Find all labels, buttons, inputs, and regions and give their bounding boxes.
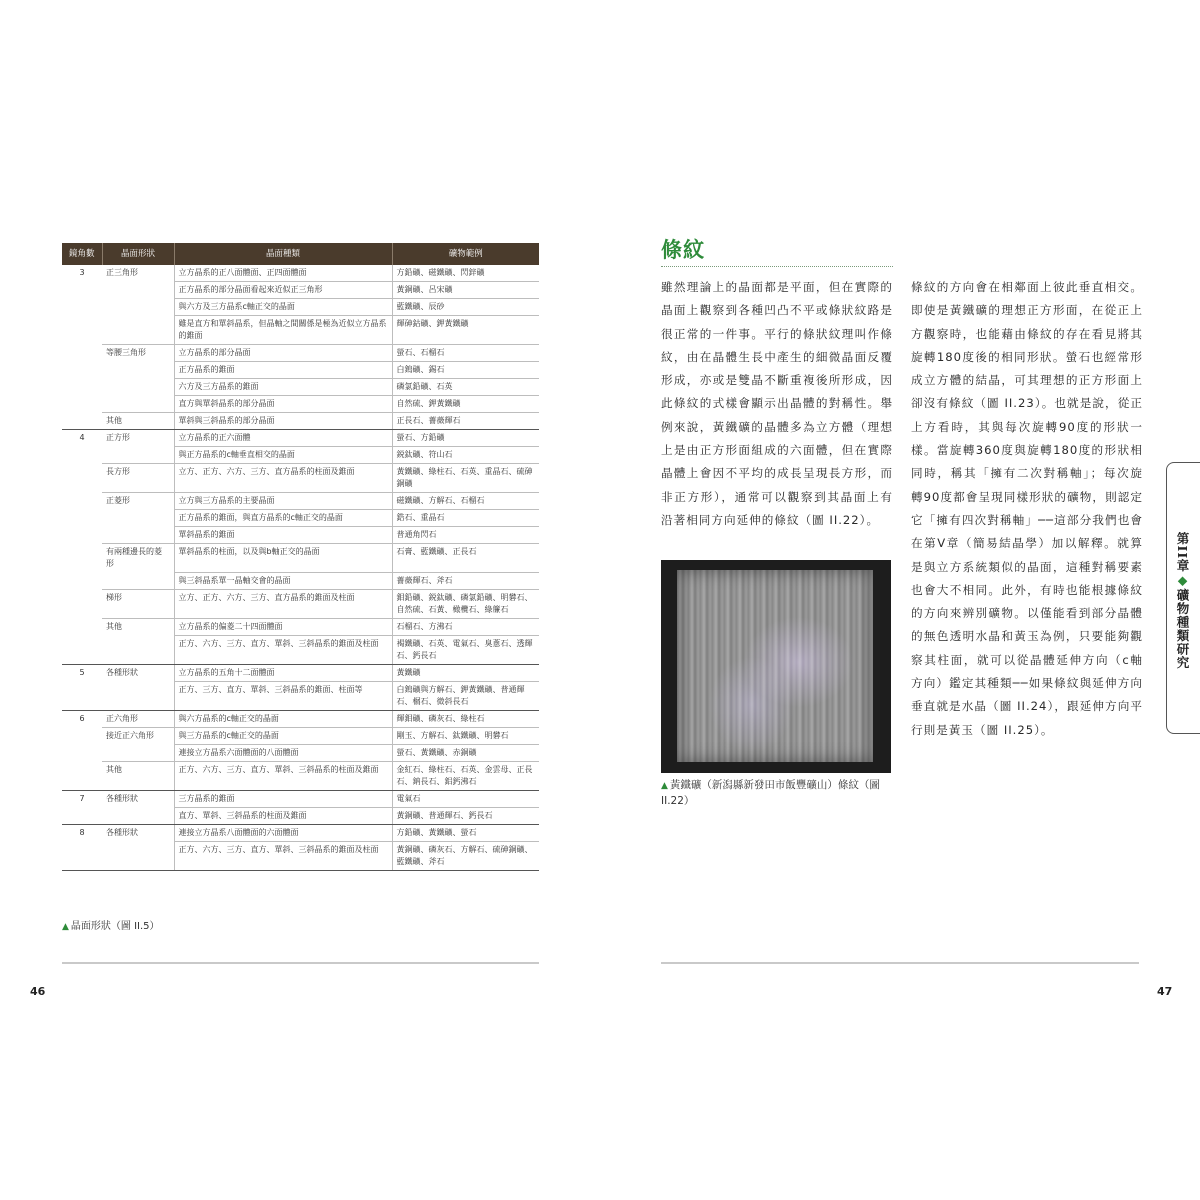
cell-axis xyxy=(62,493,102,510)
cell-mineral: 剛玉、方解石、鈦鐵礦、明礬石 xyxy=(392,727,539,744)
cell-axis xyxy=(62,618,102,635)
table-row xyxy=(62,413,539,430)
table-row xyxy=(62,635,539,664)
cell-mineral: 輝鉬礦、磷灰石、綠柱石 xyxy=(392,710,539,727)
cell-mineral: 藍鐵礦、辰砂 xyxy=(392,299,539,316)
table-row xyxy=(62,430,539,447)
cell-mineral: 黃鐵礦、綠柱石、石英、重晶石、硫砷銅礦 xyxy=(392,464,539,493)
cell-shape xyxy=(102,841,174,870)
table-row xyxy=(62,464,539,493)
cell-shape: 梯形 xyxy=(102,589,174,618)
cell-mineral: 磷氯鉛礦、石英 xyxy=(392,379,539,396)
photo-caption xyxy=(661,778,893,809)
body-paragraph-left: 雖然理論上的晶面都是平面，但在實際的晶面上觀察到各種凹凸不平或條狀紋路是很正常的一件事。平行的條狀紋理叫作條紋，由在晶體生長中產生的細微晶面反覆形成，亦或是雙晶不斷重複後所形成，因此條紋的式樣會顯示出晶體的對稱性。舉例來說，黃鐵礦的晶體多為立方體（理想上是由正方形面組成的六面體，但在實際晶體上會因不平均的成長呈現長方形，而非正方形），通常可以觀察到其晶面上有沿著相同方向延伸的條紋（圖 II.22）。 xyxy=(661,280,893,527)
cell-form: 立方晶系的五角十二面體面 xyxy=(174,664,392,681)
cell-axis xyxy=(62,681,102,710)
cell-axis xyxy=(62,510,102,527)
table-row xyxy=(62,761,539,790)
table-row xyxy=(62,744,539,761)
cell-form: 直方與單斜晶系的部分晶面 xyxy=(174,396,392,413)
cell-form: 直方、單斜、三斜晶系的柱面及錐面 xyxy=(174,807,392,824)
cell-form: 正方晶系的錐面，與直方晶系的c軸正交的晶面 xyxy=(174,510,392,527)
cell-form: 與正方晶系的c軸垂直相交的晶面 xyxy=(174,447,392,464)
cell-mineral: 正長石、薔薇輝石 xyxy=(392,413,539,430)
cell-mineral: 黃銅礦、磷灰石、方解石、硫砷銅礦、藍鐵礦、斧石 xyxy=(392,841,539,870)
table-row xyxy=(62,510,539,527)
cell-shape xyxy=(102,447,174,464)
cell-axis xyxy=(62,727,102,744)
table-row xyxy=(62,664,539,681)
cell-axis xyxy=(62,379,102,396)
table-row xyxy=(62,681,539,710)
cell-shape xyxy=(102,635,174,664)
cell-axis xyxy=(62,396,102,413)
cell-mineral: 薔薇輝石、斧石 xyxy=(392,572,539,589)
cell-shape xyxy=(102,807,174,824)
cell-shape xyxy=(102,396,174,413)
cell-mineral: 輝砷鈷礦、鉀黃鐵礦 xyxy=(392,316,539,345)
cell-axis xyxy=(62,447,102,464)
table-row xyxy=(62,544,539,573)
cell-form: 單斜晶系的柱面，以及與b軸正交的晶面 xyxy=(174,544,392,573)
cell-mineral: 方鉛礦、磁鐵礦、閃鋅礦 xyxy=(392,265,539,282)
cell-form: 立方晶系的正六面體 xyxy=(174,430,392,447)
cell-axis xyxy=(62,761,102,790)
cell-axis: 4 xyxy=(79,433,85,442)
chapter-title: 礦物種類研究 xyxy=(1175,588,1190,670)
heading-underline xyxy=(661,266,893,267)
cell-mineral: 黃鐵礦 xyxy=(392,664,539,681)
header-shape: 晶面形狀 xyxy=(102,243,174,265)
cell-form: 立方晶系的偏菱二十四面體面 xyxy=(174,618,392,635)
cell-shape: 長方形 xyxy=(102,464,174,493)
page-number-left: 46 xyxy=(30,985,46,998)
cell-shape xyxy=(102,527,174,544)
crystal-face-table xyxy=(62,243,539,871)
table-header-row xyxy=(62,243,539,265)
footer-rule-right xyxy=(661,962,1139,964)
cell-form: 單斜晶系的錐面 xyxy=(174,527,392,544)
cell-form: 與六方及三方晶系c軸正交的晶面 xyxy=(174,299,392,316)
header-form: 晶面種類 xyxy=(174,243,392,265)
cell-axis xyxy=(62,841,102,870)
cell-mineral: 白鎢礦、錫石 xyxy=(392,362,539,379)
cell-shape: 正菱形 xyxy=(106,496,130,505)
cell-form: 正方、六方、三方、直方、單斜、三斜晶系的錐面及柱面 xyxy=(174,635,392,664)
cell-axis xyxy=(62,464,102,493)
cell-shape: 其他 xyxy=(102,413,174,430)
cell-form: 雖是直方和單斜晶系，但晶軸之間關係是極為近似立方晶系的錐面 xyxy=(174,316,392,345)
cell-form: 三方晶系的錐面 xyxy=(174,790,392,807)
cell-mineral: 石膏、藍鐵礦、正長石 xyxy=(392,544,539,573)
cell-form: 與六方晶系的c軸正交的晶面 xyxy=(174,710,392,727)
triangle-icon: ▲ xyxy=(661,781,668,791)
cell-form: 連接立方晶系六面體面的八面體面 xyxy=(174,744,392,761)
diamond-icon: ◆ xyxy=(1175,572,1190,589)
cell-mineral: 自然硫、鉀黃鐵礦 xyxy=(392,396,539,413)
cell-shape: 各種形狀 xyxy=(106,827,138,837)
table-row xyxy=(62,841,539,870)
cell-axis: 7 xyxy=(79,793,85,803)
cell-mineral: 黃銅礦、普通輝石、鈣長石 xyxy=(392,807,539,824)
table-row xyxy=(62,362,539,379)
cell-mineral: 普通角閃石 xyxy=(392,527,539,544)
cell-form: 正方晶系的錐面 xyxy=(174,362,392,379)
cell-mineral: 金紅石、綠柱石、石英、金雲母、正長石、鈉長石、鋁鈣沸石 xyxy=(392,761,539,790)
body-paragraph-right: 條紋的方向會在相鄰面上彼此垂直相交。即使是黃鐵礦的理想正方形面，在從正上方觀察時，也能藉由條紋的存在看見將其旋轉180度後的相同形狀。螢石也經常形成立方體的結晶，可其理想的正方形面上卻沒有條紋（圖 II.23）。也就是說，從正上方看時，其與每次旋轉90度的形狀一樣。當旋轉360度與旋轉180度的形狀相同時，稱其「擁有二次對稱軸」；每次旋轉90度都會呈現同樣形狀的礦物，則認定它「擁有四次對稱軸」──這部分我們也會在第V章（簡易結晶學）加以解釋。就算是與立方系統類似的晶面，這種對稱要素也會大不相同。此外，有時也能根據條紋的方向來辨別礦物。以僅能看到部分晶體的無色透明水晶和黃玉為例，只要能夠觀察其柱面，就可以從晶體延伸方向（c軸方向）鑑定其種類──如果條紋與延伸方向垂直就是水晶（圖 II.24），跟延伸方向平行則是黃玉（圖 II.25）。 xyxy=(911,280,1143,737)
cell-form: 正方、六方、三方、直方、單斜、三斜晶系的錐面及柱面 xyxy=(174,841,392,870)
cell-shape: 正三角形 xyxy=(106,268,138,277)
header-mineral: 礦物範例 xyxy=(392,243,539,265)
table-row xyxy=(62,379,539,396)
cell-form: 立方晶系的部分晶面 xyxy=(174,345,392,362)
table-row xyxy=(62,493,539,510)
cell-mineral: 黃銅礦、呂宋礦 xyxy=(392,282,539,299)
cell-shape: 其他 xyxy=(102,761,174,790)
cell-axis xyxy=(62,544,102,573)
photo-caption-text: 黃鐵礦（新潟縣新發田市飯豐礦山）條紋（圖 II.22） xyxy=(661,779,880,807)
cell-form: 正方、三方、直方、單斜、三斜晶系的錐面、柱面等 xyxy=(174,681,392,710)
cell-axis xyxy=(62,744,102,761)
cell-axis xyxy=(62,527,102,544)
table-row xyxy=(62,824,539,841)
cell-axis xyxy=(62,413,102,430)
cell-form: 與三方晶系的c軸正交的晶面 xyxy=(174,727,392,744)
table-row xyxy=(62,265,539,282)
cell-form: 與三斜晶系單一晶軸交會的晶面 xyxy=(174,572,392,589)
cell-shape xyxy=(102,282,174,299)
cell-mineral: 磁鐵礦、方解石、石榴石 xyxy=(392,493,539,510)
pyrite-crystal-image xyxy=(677,570,873,762)
table-row xyxy=(62,618,539,635)
table-row xyxy=(62,447,539,464)
cell-axis: 8 xyxy=(79,827,85,837)
cell-shape xyxy=(102,362,174,379)
cell-form: 立方晶系的正八面體面、正四面體面 xyxy=(174,265,392,282)
cell-mineral: 電氣石 xyxy=(392,790,539,807)
cell-shape: 各種形狀 xyxy=(106,667,138,677)
cell-axis: 3 xyxy=(79,268,85,277)
cell-shape: 等腰三角形 xyxy=(106,348,146,357)
cell-form: 正方晶系的部分晶面看起來近似正三角形 xyxy=(174,282,392,299)
cell-shape xyxy=(102,510,174,527)
cell-shape xyxy=(102,681,174,710)
section-heading: 條紋 xyxy=(661,238,705,262)
table-row xyxy=(62,589,539,618)
triangle-icon: ▲ xyxy=(62,922,69,932)
cell-shape xyxy=(102,744,174,761)
cell-mineral: 螢石、石榴石 xyxy=(392,345,539,362)
cell-axis xyxy=(62,299,102,316)
cell-form: 立方與三方晶系的主要晶面 xyxy=(174,493,392,510)
page-number-right: 47 xyxy=(1157,985,1173,998)
cell-axis xyxy=(62,316,102,345)
cell-axis xyxy=(62,362,102,379)
table-caption-text: 晶面形狀（圖 II.5） xyxy=(70,921,160,932)
header-axis: 鏡角數 xyxy=(62,243,102,265)
cell-form: 六方及三方晶系的錐面 xyxy=(174,379,392,396)
cell-axis xyxy=(62,807,102,824)
cell-mineral: 螢石、黃鐵礦、赤銅礦 xyxy=(392,744,539,761)
cell-mineral: 褐鐵礦、石英、電氣石、臭蔥石、透輝石、鈣長石 xyxy=(392,635,539,664)
cell-shape: 各種形狀 xyxy=(106,793,138,803)
cell-mineral: 方鉛礦、黃鐵礦、螢石 xyxy=(392,824,539,841)
table-row xyxy=(62,807,539,824)
cell-form: 單斜與三斜晶系的部分晶面 xyxy=(174,413,392,430)
cell-axis: 6 xyxy=(79,713,85,723)
cell-mineral: 鋯石、重晶石 xyxy=(392,510,539,527)
table-row xyxy=(62,727,539,744)
cell-shape xyxy=(102,316,174,345)
cell-form: 正方、六方、三方、直方、單斜、三斜晶系的柱面及錐面 xyxy=(174,761,392,790)
cell-mineral: 鋭鈦礦、符山石 xyxy=(392,447,539,464)
cell-axis: 5 xyxy=(79,667,85,677)
cell-mineral: 石榴石、方沸石 xyxy=(392,618,539,635)
cell-shape: 其他 xyxy=(106,621,122,631)
table-row xyxy=(62,396,539,413)
footer-rule-left xyxy=(62,962,539,964)
cell-form: 立方、正方、六方、三方、直方晶系的柱面及錐面 xyxy=(174,464,392,493)
cell-axis xyxy=(62,635,102,664)
chapter-number: 第II章 xyxy=(1175,532,1190,573)
cell-shape xyxy=(102,299,174,316)
pyrite-photo xyxy=(661,560,891,773)
table-caption xyxy=(62,917,160,932)
cell-mineral: 螢石、方鉛礦 xyxy=(392,430,539,447)
cell-shape: 正方形 xyxy=(106,433,130,442)
table-row xyxy=(62,345,539,362)
table-row xyxy=(62,299,539,316)
cell-shape xyxy=(102,572,174,589)
table-row xyxy=(62,572,539,589)
table-body xyxy=(62,265,539,870)
table-row xyxy=(62,527,539,544)
table-row xyxy=(62,710,539,727)
cell-shape xyxy=(102,379,174,396)
table-row xyxy=(62,282,539,299)
cell-form: 連接立方晶系八面體面的六面體面 xyxy=(174,824,392,841)
cell-form: 立方、正方、六方、三方、直方晶系的錐面及柱面 xyxy=(174,589,392,618)
cell-shape: 接近正六角形 xyxy=(106,730,154,740)
cell-shape: 正六角形 xyxy=(102,710,174,727)
cell-mineral: 白鎢礦與方解石、鉀黃鐵礦、普通輝石、榍石、微斜長石 xyxy=(392,681,539,710)
cell-axis xyxy=(62,589,102,618)
cell-axis xyxy=(62,282,102,299)
cell-axis xyxy=(62,345,102,362)
table-row xyxy=(62,316,539,345)
chapter-tab-text xyxy=(1173,532,1191,670)
cell-mineral: 鉬鉛礦、鋭鈦礦、磷氯鉛礦、明礬石、自然硫、石黃、橄欖石、綠簾石 xyxy=(392,589,539,618)
cell-shape: 有兩種邊長的菱形 xyxy=(106,547,162,568)
table-row xyxy=(62,790,539,807)
cell-axis xyxy=(62,572,102,589)
